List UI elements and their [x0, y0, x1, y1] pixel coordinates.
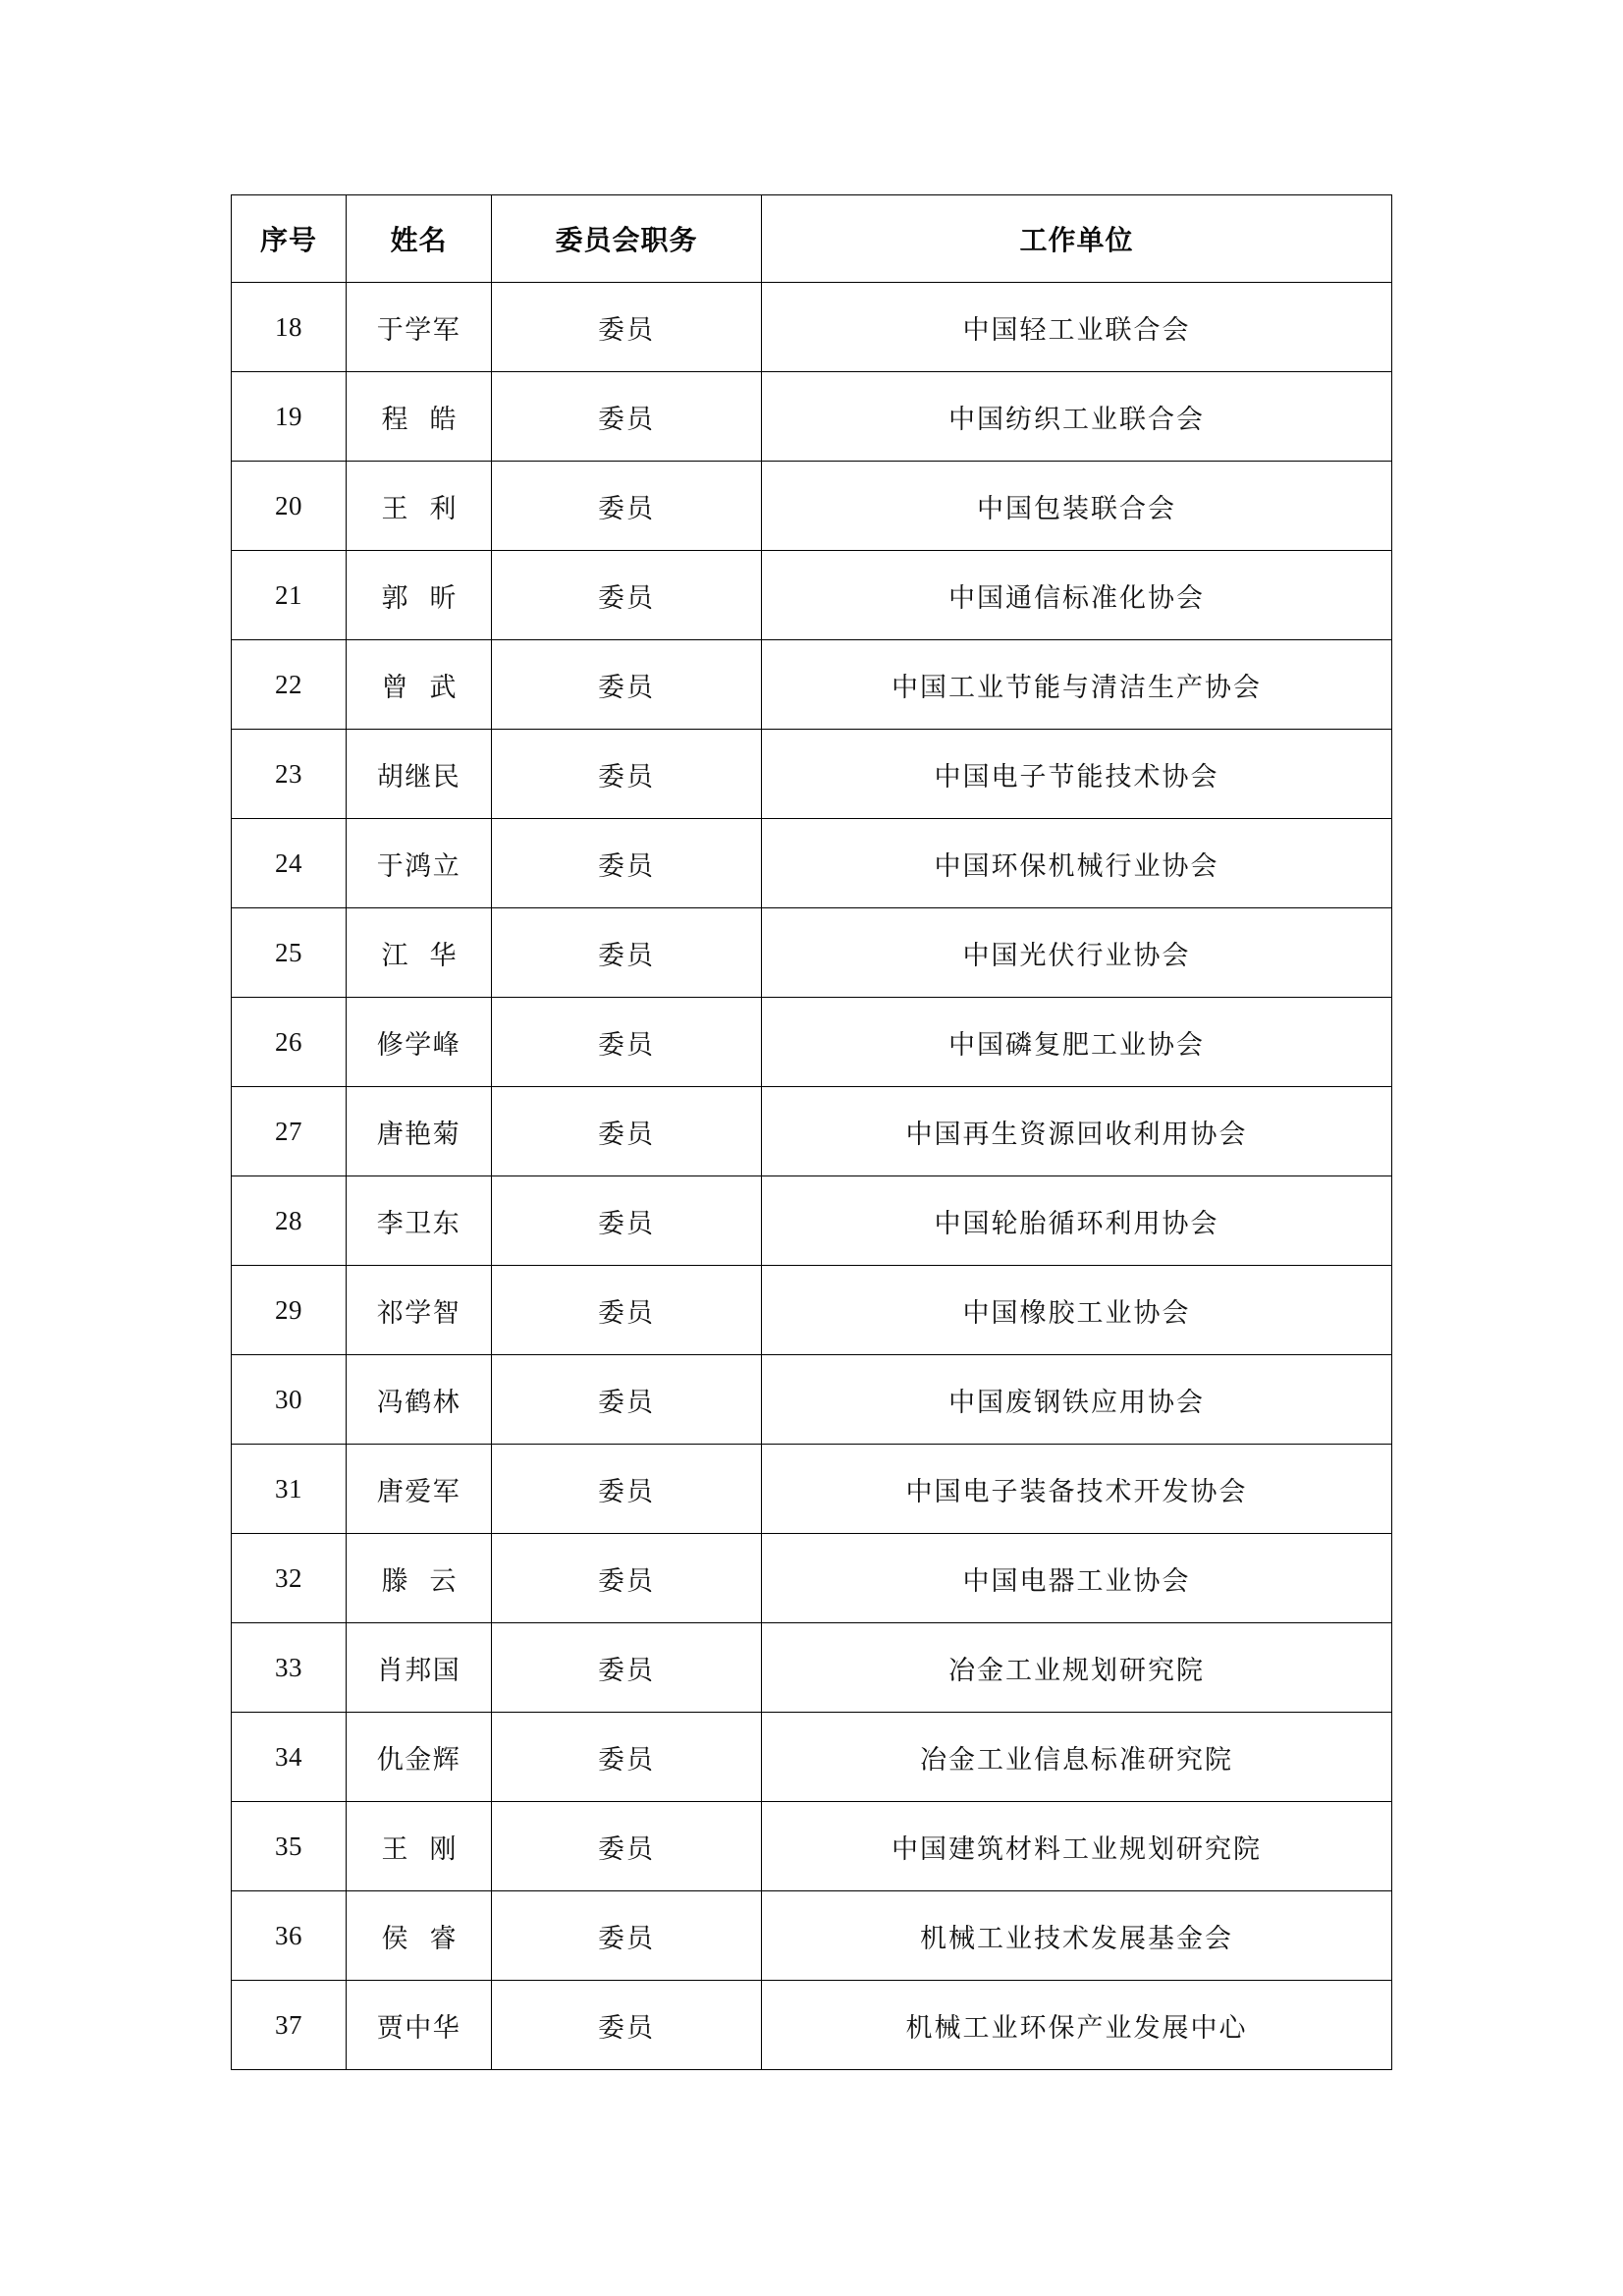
table-row: [232, 1802, 1392, 1891]
cell-name: [347, 1534, 492, 1623]
committee-roster-table: [231, 194, 1392, 2070]
cell-index: 20: [232, 462, 347, 551]
cell-organization: 中国纺织工业联合会: [762, 372, 1392, 462]
cell-name: 修学峰: [347, 998, 492, 1087]
name-glyphs: [382, 1828, 457, 1866]
table-header: [232, 195, 1392, 283]
name-glyph: 昕: [429, 582, 457, 613]
cell-organization: 中国工业节能与清洁生产协会: [762, 640, 1392, 730]
cell-name: 李卫东: [347, 1176, 492, 1266]
cell-index: 36: [232, 1891, 347, 1981]
cell-name: 冯鹤林: [347, 1355, 492, 1445]
cell-role: 委员: [492, 462, 762, 551]
cell-index: 27: [232, 1087, 347, 1176]
cell-role: 委员: [492, 908, 762, 998]
column-header-name: 姓名: [347, 195, 492, 283]
table-row: [232, 998, 1392, 1087]
cell-role: 委员: [492, 819, 762, 908]
name-glyph: 睿: [429, 1923, 457, 1953]
cell-name: [347, 1891, 492, 1981]
cell-role: 委员: [492, 1891, 762, 1981]
cell-index: 25: [232, 908, 347, 998]
cell-role: 委员: [492, 283, 762, 372]
cell-name: 于学军: [347, 283, 492, 372]
roster-table-container: [231, 194, 1391, 2070]
name-glyph: 郭: [381, 582, 408, 613]
cell-index: 21: [232, 551, 347, 640]
cell-role: 委员: [492, 551, 762, 640]
cell-role: 委员: [492, 1802, 762, 1891]
table-row: [232, 1891, 1392, 1981]
cell-name: 肖邦国: [347, 1623, 492, 1713]
cell-index: 22: [232, 640, 347, 730]
name-glyph: 华: [429, 940, 457, 970]
cell-name: [347, 908, 492, 998]
cell-index: 24: [232, 819, 347, 908]
cell-role: 委员: [492, 1534, 762, 1623]
cell-role: 委员: [492, 1445, 762, 1534]
cell-organization: 冶金工业规划研究院: [762, 1623, 1392, 1713]
cell-organization: 中国电子节能技术协会: [762, 730, 1392, 819]
name-glyphs: [382, 398, 457, 436]
cell-name: [347, 462, 492, 551]
cell-index: 26: [232, 998, 347, 1087]
cell-organization: 中国包装联合会: [762, 462, 1392, 551]
table-row: [232, 640, 1392, 730]
cell-index: 33: [232, 1623, 347, 1713]
name-glyph: 皓: [429, 404, 457, 434]
name-glyph: 曾: [381, 672, 408, 702]
table-row: [232, 1623, 1392, 1713]
table-row: [232, 372, 1392, 462]
cell-role: 委员: [492, 1176, 762, 1266]
cell-role: 委员: [492, 1713, 762, 1802]
cell-index: 28: [232, 1176, 347, 1266]
cell-organization: 冶金工业信息标准研究院: [762, 1713, 1392, 1802]
cell-role: 委员: [492, 1266, 762, 1355]
cell-role: 委员: [492, 1087, 762, 1176]
cell-name: 胡继民: [347, 730, 492, 819]
cell-name: 于鸿立: [347, 819, 492, 908]
cell-index: 35: [232, 1802, 347, 1891]
cell-organization: 中国废钢铁应用协会: [762, 1355, 1392, 1445]
cell-index: 31: [232, 1445, 347, 1534]
name-glyphs: [382, 934, 457, 972]
cell-organization: 中国建筑材料工业规划研究院: [762, 1802, 1392, 1891]
cell-organization: 中国光伏行业协会: [762, 908, 1392, 998]
cell-index: 30: [232, 1355, 347, 1445]
cell-organization: 中国磷复肥工业协会: [762, 998, 1392, 1087]
cell-organization: 中国轻工业联合会: [762, 283, 1392, 372]
name-glyph: 江: [381, 940, 408, 970]
cell-organization: 中国橡胶工业协会: [762, 1266, 1392, 1355]
table-row: [232, 730, 1392, 819]
name-glyph: 云: [429, 1565, 457, 1596]
cell-organization: 机械工业环保产业发展中心: [762, 1981, 1392, 2070]
name-glyphs: [382, 1559, 457, 1598]
cell-name: [347, 372, 492, 462]
table-row: [232, 1266, 1392, 1355]
cell-role: 委员: [492, 730, 762, 819]
cell-organization: 中国通信标准化协会: [762, 551, 1392, 640]
cell-index: 23: [232, 730, 347, 819]
cell-role: 委员: [492, 1981, 762, 2070]
name-glyph: 王: [381, 493, 408, 523]
name-glyphs: [382, 487, 457, 525]
cell-index: 34: [232, 1713, 347, 1802]
cell-role: 委员: [492, 1623, 762, 1713]
cell-index: 37: [232, 1981, 347, 2070]
table-row: [232, 283, 1392, 372]
name-glyph: 刚: [429, 1833, 457, 1864]
name-glyph: 利: [429, 493, 457, 523]
column-header-index: 序号: [232, 195, 347, 283]
cell-role: 委员: [492, 998, 762, 1087]
cell-index: 19: [232, 372, 347, 462]
cell-name: 祁学智: [347, 1266, 492, 1355]
cell-name: [347, 1802, 492, 1891]
cell-index: 18: [232, 283, 347, 372]
cell-role: 委员: [492, 1355, 762, 1445]
cell-name: 唐爱军: [347, 1445, 492, 1534]
table-row: [232, 819, 1392, 908]
table-row: [232, 1087, 1392, 1176]
cell-name: [347, 640, 492, 730]
column-header-role: 委员会职务: [492, 195, 762, 283]
name-glyph: 程: [381, 404, 408, 434]
table-row: [232, 1355, 1392, 1445]
name-glyphs: [382, 666, 457, 704]
cell-role: 委员: [492, 372, 762, 462]
cell-organization: 中国电子装备技术开发协会: [762, 1445, 1392, 1534]
name-glyph: 侯: [381, 1923, 408, 1953]
cell-organization: 中国环保机械行业协会: [762, 819, 1392, 908]
cell-name: 贾中华: [347, 1981, 492, 2070]
cell-organization: 中国轮胎循环利用协会: [762, 1176, 1392, 1266]
cell-index: 29: [232, 1266, 347, 1355]
column-header-organization: 工作单位: [762, 195, 1392, 283]
table-row: [232, 1713, 1392, 1802]
table-row: [232, 908, 1392, 998]
table-row: [232, 1981, 1392, 2070]
name-glyph: 滕: [381, 1565, 408, 1596]
table-row: [232, 1445, 1392, 1534]
cell-name: [347, 551, 492, 640]
table-header-row: [232, 195, 1392, 283]
name-glyph: 王: [381, 1833, 408, 1864]
cell-organization: 机械工业技术发展基金会: [762, 1891, 1392, 1981]
cell-index: 32: [232, 1534, 347, 1623]
table-row: [232, 1534, 1392, 1623]
name-glyphs: [382, 576, 457, 615]
cell-organization: 中国电器工业协会: [762, 1534, 1392, 1623]
cell-name: 唐艳菊: [347, 1087, 492, 1176]
table-row: [232, 462, 1392, 551]
cell-role: 委员: [492, 640, 762, 730]
cell-organization: 中国再生资源回收利用协会: [762, 1087, 1392, 1176]
table-row: [232, 1176, 1392, 1266]
table-row: [232, 551, 1392, 640]
cell-name: 仇金辉: [347, 1713, 492, 1802]
name-glyph: 武: [429, 672, 457, 702]
table-body: [232, 283, 1392, 2070]
name-glyphs: [382, 1917, 457, 1955]
